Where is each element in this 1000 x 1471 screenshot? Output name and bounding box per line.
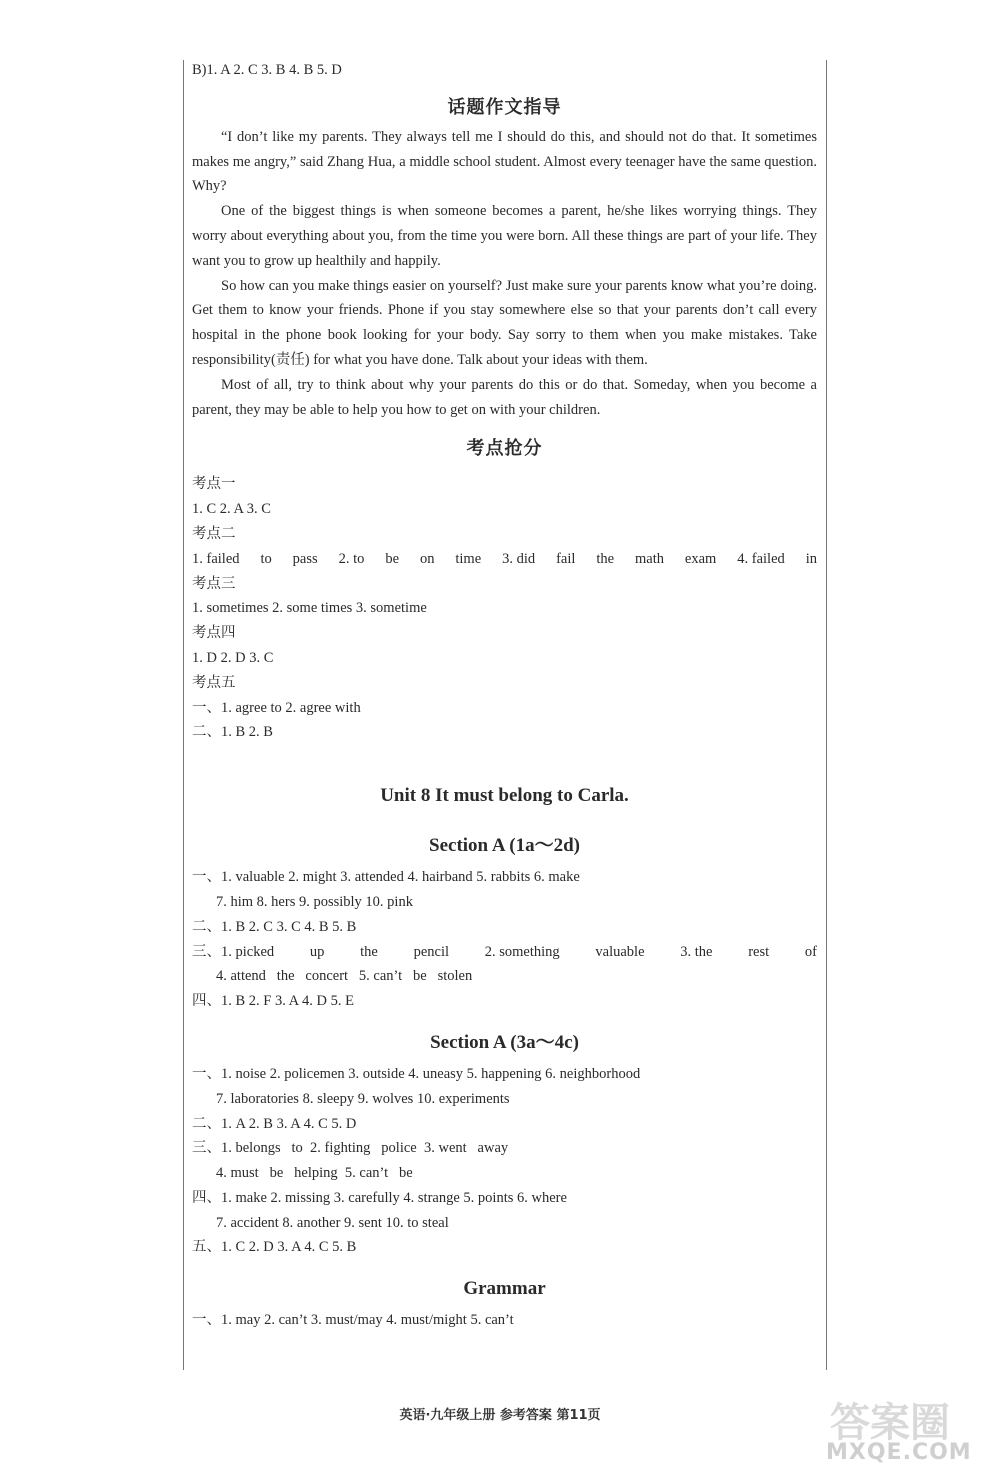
answer-word: math — [634, 550, 664, 567]
answer-word: pass — [292, 550, 318, 567]
kaodian-4-label: 考点四 — [192, 625, 236, 642]
answer-line: 7. accident 8. another 9. sent 10. to steal — [216, 1214, 449, 1231]
section-a2-answers — [192, 1062, 817, 1260]
answer-word: 3. did — [502, 550, 536, 567]
answer-word: of — [804, 943, 817, 960]
essay-paragraph: “I don’t like my parents. They always tell me I should do this, and should not do that. It sometimes makes me angry,” said Zhang Hua, a middle school student. Almost every teenager have the same question. Why? — [192, 128, 817, 195]
kaodian-heading: 考点抢分 — [466, 438, 543, 460]
watermark-site-text: MXQE.COM — [826, 1440, 972, 1465]
answer-word: to — [260, 550, 272, 567]
kaodian-section — [192, 472, 817, 745]
answer-word: up — [309, 943, 325, 960]
kaodian-1-label: 考点一 — [192, 476, 236, 493]
section-a2-heading: Section A (3a～4c) — [430, 1031, 579, 1053]
answer-line: 二、1. B 2. C 3. C 4. B 5. B — [192, 918, 357, 935]
section-a1-answers — [192, 865, 817, 1014]
answer-word: exam — [684, 550, 717, 567]
page-footer: 英语·九年级上册 参考答案 第11页 — [399, 1408, 601, 1423]
answer-word: the — [360, 943, 378, 960]
answer-line: 四、1. make 2. missing 3. carefully 4. strange 5. points 6. where — [192, 1189, 567, 1206]
answer-line: 4. must be helping 5. can’t be — [216, 1165, 413, 1182]
answer-word: 1. failed — [192, 550, 240, 567]
right-margin-rule — [826, 60, 827, 1370]
answer-word: on — [419, 550, 435, 567]
answer-word: the — [596, 550, 615, 567]
answer-line: 4. attend the concert 5. can’t be stolen — [216, 968, 473, 985]
answer-line — [192, 940, 817, 965]
answer-word: fail — [556, 550, 576, 567]
kaodian-2-answers — [192, 547, 817, 572]
grammar-heading: Grammar — [463, 1278, 546, 1300]
kaodian-5-line1: 一、1. agree to 2. agree with — [192, 699, 361, 716]
essay-paragraph: So how can you make things easier on yourself? Just make sure your parents know what you’re doing. Get them to know your friends. Phone if you stay somewhere else so that your parents don’t call every hospital in the phone book looking for your body. Say sorry to them when you make mistakes. Take responsibility(责任) for what you have done. Talk about your ideas with them. — [192, 277, 817, 368]
unit-title: Unit 8 It must belong to Carla. — [380, 785, 629, 807]
answer-line: 五、1. C 2. D 3. A 4. C 5. B — [192, 1239, 357, 1256]
essay-paragraph: One of the biggest things is when someone becomes a parent, he/she likes worrying things. They worry about everything about you, from the time you were born. All these things are part of your life. They want you to grow up healthily and happily. — [192, 203, 817, 269]
answer-line: 四、1. B 2. F 3. A 4. D 5. E — [192, 993, 354, 1010]
answer-line: 一、1. may 2. can’t 3. must/may 4. must/might 5. can’t — [192, 1312, 514, 1329]
answer-word: in — [805, 550, 817, 567]
answer-word: time — [455, 550, 482, 567]
answer-word: rest — [748, 943, 770, 960]
answer-line: 二、1. A 2. B 3. A 4. C 5. D — [192, 1115, 357, 1132]
section-a1-heading: Section A (1a～2d) — [429, 835, 580, 857]
kaodian-1-answers: 1. C 2. A 3. C — [192, 501, 271, 518]
answer-line: 7. him 8. hers 9. possibly 10. pink — [216, 893, 413, 910]
essay-heading: 话题作文指导 — [447, 96, 562, 118]
top-answer-line: B)1. A 2. C 3. B 4. B 5. D — [192, 62, 342, 78]
answer-word: be — [385, 550, 399, 567]
answer-word: 2. to — [338, 550, 365, 567]
kaodian-5-line2: 二、1. B 2. B — [192, 724, 273, 741]
answer-word: valuable — [595, 943, 645, 960]
answer-line: 三、1. belongs to 2. fighting police 3. went away — [192, 1140, 509, 1157]
page-content — [192, 58, 817, 1333]
answer-word: 4. failed — [737, 550, 785, 567]
grammar-answers — [192, 1308, 817, 1333]
answer-line: 一、1. valuable 2. might 3. attended 4. hairband 5. rabbits 6. make — [192, 869, 580, 886]
kaodian-2-label: 考点二 — [192, 525, 236, 542]
essay-body — [192, 125, 817, 423]
essay-paragraph: Most of all, try to think about why your parents do this or do that. Someday, when you become a parent, they may be able to help you how to get on with your children. — [192, 376, 817, 418]
kaodian-4-answers: 1. D 2. D 3. C — [192, 649, 274, 666]
kaodian-3-answers: 1. sometimes 2. some times 3. sometime — [192, 600, 427, 617]
answer-line: 7. laboratories 8. sleepy 9. wolves 10. experiments — [216, 1090, 510, 1107]
answer-word: 3. the — [680, 943, 713, 960]
kaodian-3-label: 考点三 — [192, 575, 236, 592]
answer-word: 三、1. picked — [192, 943, 275, 960]
answer-word: 2. something — [484, 943, 560, 960]
watermark-logo-text: 答案圈 — [830, 1400, 950, 1446]
left-margin-rule — [183, 60, 184, 1370]
kaodian-5-label: 考点五 — [192, 674, 236, 691]
answer-line: 一、1. noise 2. policemen 3. outside 4. uneasy 5. happening 6. neighborhood — [192, 1065, 641, 1082]
answer-word: pencil — [413, 943, 450, 960]
